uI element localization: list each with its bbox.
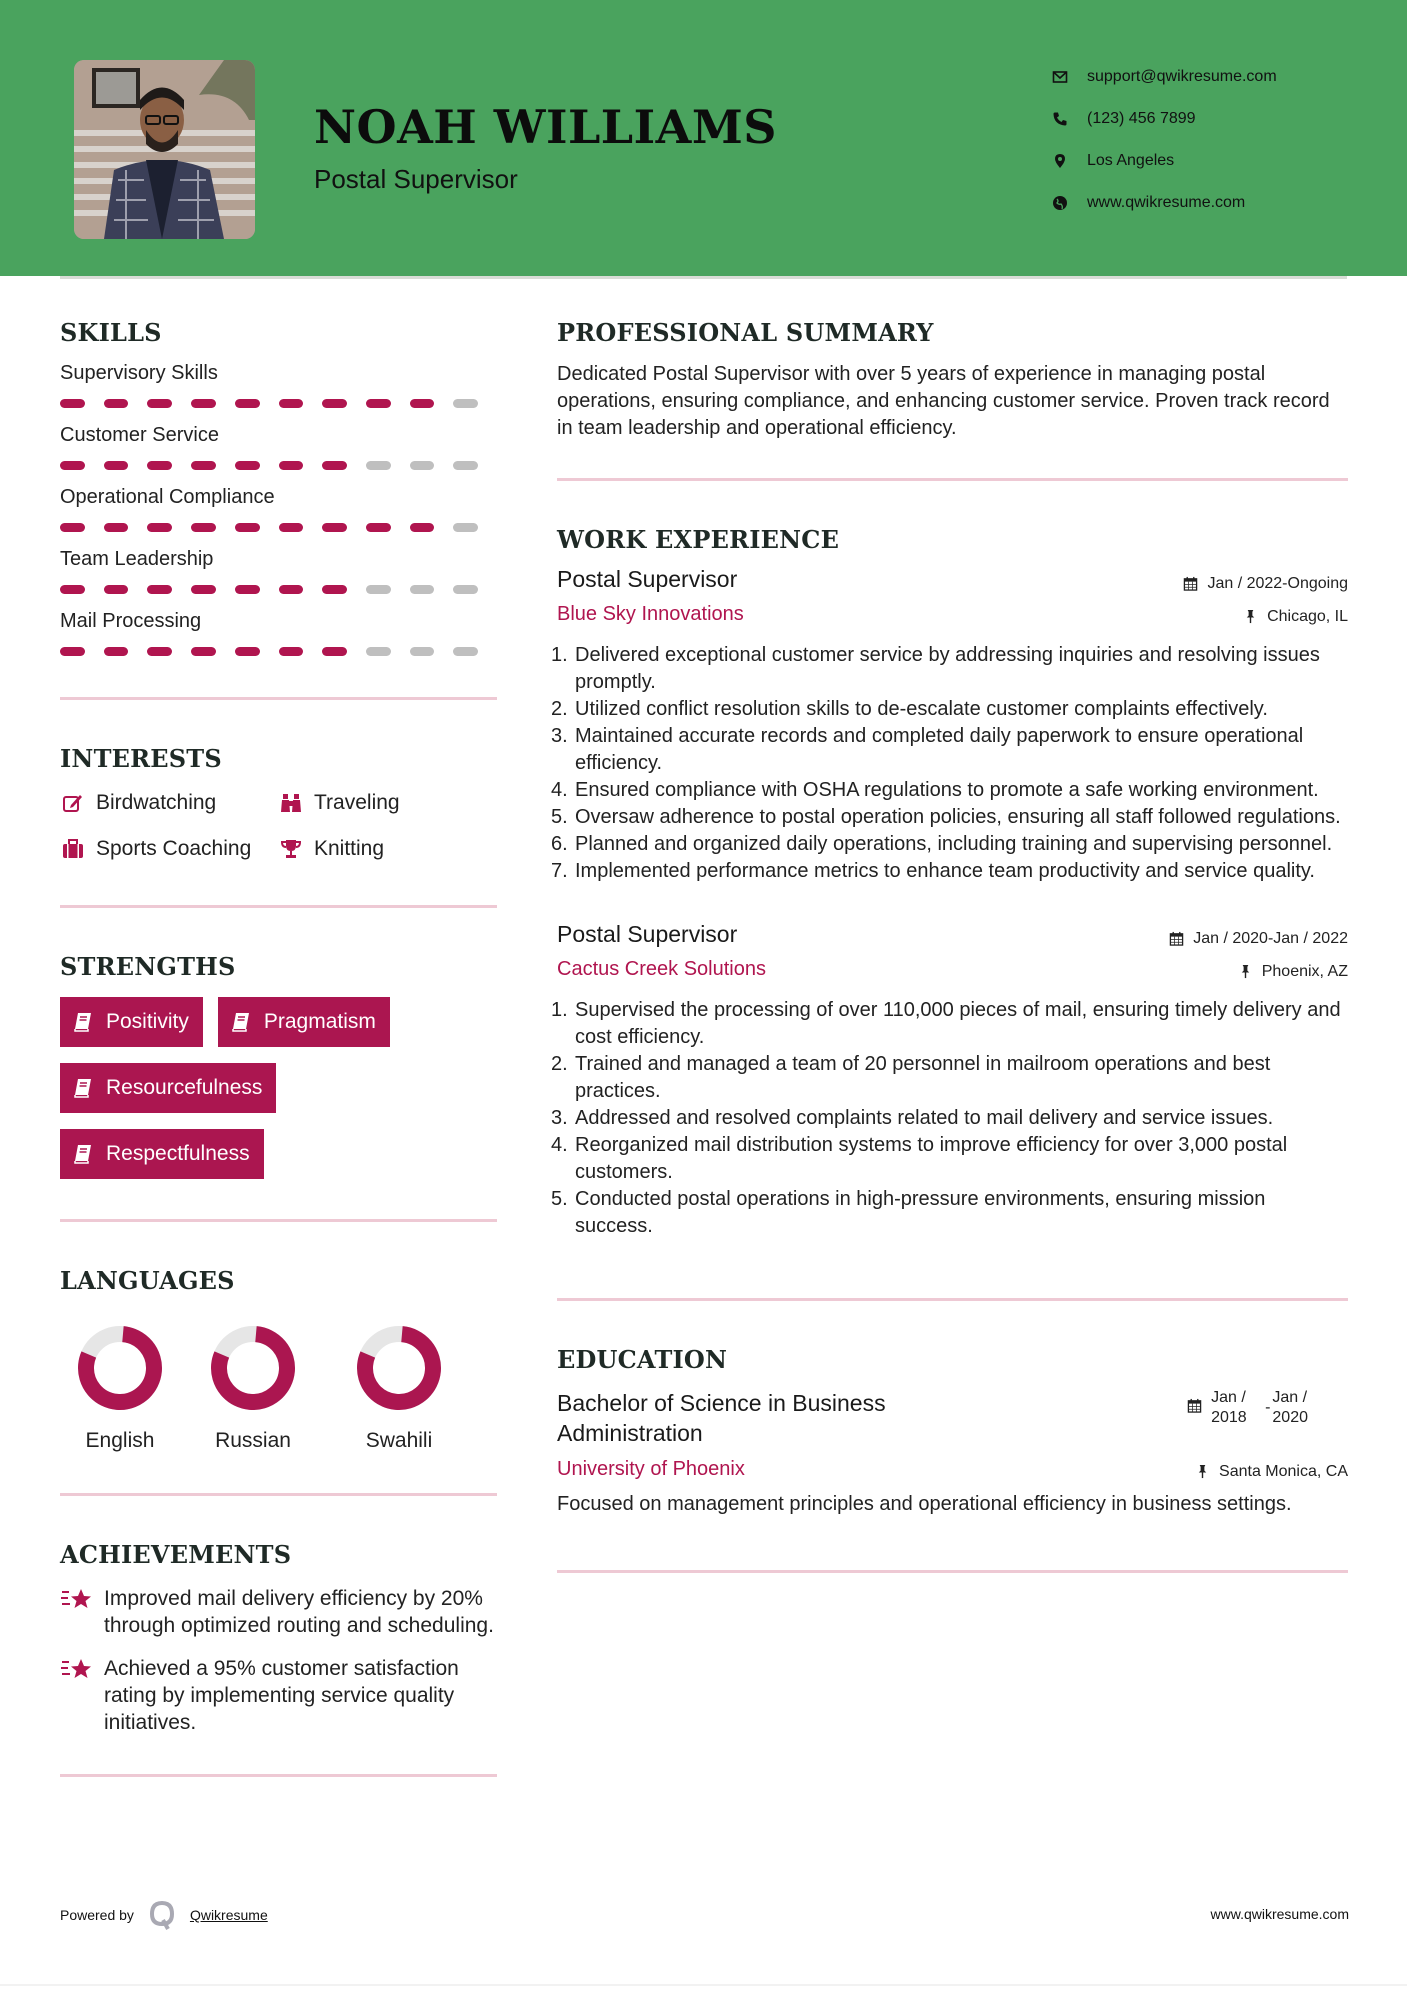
job-subheader [557,958,1348,981]
rating-dot-empty [366,647,391,656]
degree-title: Bachelor of Science in Business Administration [557,1390,886,1446]
rating-dot-filled [191,585,216,594]
rating-dot-filled [104,399,129,408]
rating-dot-filled [366,399,391,408]
contact-phone-text: (123) 456 7899 [1087,110,1196,127]
skill-name: Mail Processing [60,610,202,632]
summary-section [557,318,1348,442]
book-icon [72,1011,94,1033]
rating-dot-filled [60,523,85,532]
rating-dot-filled [279,523,304,532]
rating-dot-empty [453,523,478,532]
rating-dot-filled [60,461,85,470]
language-proficiency-donut [356,1325,442,1411]
header-divider [60,276,1347,279]
contact-email-text: support@qwikresume.com [1087,68,1277,85]
suitcase-icon [60,837,86,861]
rating-dot-filled [104,647,129,656]
book-icon [230,1011,252,1033]
pushpin-icon [1238,964,1254,980]
education-location-text: Santa Monica, CA [1219,1463,1348,1480]
interest-label: Knitting [314,837,385,860]
job-location: Phoenix, AZ [1238,963,1348,981]
summary-title: PROFESSIONAL SUMMARY [557,318,934,347]
job-bullets [551,642,1348,885]
strength-label: Respectfulness [106,1142,250,1165]
job-header [557,566,1348,593]
achievement-text: Improved mail delivery efficiency by 20% through optimized routing and scheduling. [104,1587,494,1637]
profile-photo [74,60,255,239]
job-bullet: 3. Addressed and resolved complaints related to mail delivery and service issues. [551,1107,1274,1129]
experience-title: WORK EXPERIENCE [557,525,840,554]
rating-dot-filled [60,585,85,594]
section-divider [60,1219,497,1222]
skill-item [60,609,497,657]
rating-dot-filled [191,399,216,408]
envelope-icon [1050,67,1070,87]
calendar-icon [1169,931,1185,947]
rating-dot-filled [60,399,85,408]
language-item [326,1325,472,1453]
rating-dot-filled [147,585,172,594]
rating-dot-filled [279,399,304,408]
job-bullet: 6. Planned and organized daily operations, including training and supervising personnel. [551,833,1333,855]
page-bottom-rule [0,1984,1407,1986]
interest-label: Sports Coaching [96,837,252,860]
skill-item [60,547,497,595]
pushpin-icon [1195,1464,1211,1480]
rating-dot-filled [60,647,85,656]
interest-item [60,833,278,865]
achievements-section [60,1540,497,1736]
education-start [1211,1388,1265,1428]
powered-by-label: Powered by [60,1907,134,1923]
qwikresume-logo-icon [148,1900,176,1930]
job-subheader [557,603,1348,626]
rating-dot-filled [104,523,129,532]
rating-dot-filled [410,399,435,408]
rating-dot-filled [191,461,216,470]
rating-dot-filled [322,647,347,656]
strength-tag [218,997,390,1047]
skill-name: Operational Compliance [60,486,275,508]
footer-website[interactable]: www.qwikresume.com [1210,1906,1349,1922]
rating-dot-empty [366,585,391,594]
language-item [60,1325,180,1453]
achievements-title: ACHIEVEMENTS [60,1540,292,1569]
end-year: 2020 [1272,1409,1308,1426]
rating-dot-filled [279,647,304,656]
rating-dot-filled [235,399,260,408]
education-title: EDUCATION [557,1345,728,1374]
contact-list [1050,56,1277,224]
job-bullet: 1. Delivered exceptional customer service by addressing inquiries and resolving issues promptly. [551,644,1320,693]
rating-dot-empty [410,461,435,470]
rating-dot-empty [453,647,478,656]
achievement-text: Achieved a 95% customer satisfaction rating by implementing service quality initiatives. [104,1657,459,1734]
skill-item [60,423,497,471]
candidate-name: NOAH WILLIAMS [314,100,777,154]
education-dates [1187,1388,1308,1428]
interests-section [60,744,497,865]
shooting-star-icon [60,1655,94,1683]
skill-name: Customer Service [60,424,219,446]
languages-title: LANGUAGES [60,1266,235,1295]
footer-powered-by [60,1900,268,1930]
edit-icon [60,791,86,815]
calendar-icon [1187,1398,1203,1414]
section-divider [557,1298,1348,1301]
achievement-item [60,1585,497,1639]
rating-dot-filled [191,647,216,656]
right-column [551,318,1348,1573]
rating-dot-filled [104,461,129,470]
company-name: Blue Sky Innovations [557,603,744,625]
strength-label: Positivity [106,1010,189,1033]
job-bullets [551,997,1348,1240]
job-bullet: 2. Utilized conflict resolution skills to de-escalate customer complaints effectively. [551,698,1268,720]
rating-dot-filled [147,647,172,656]
languages-list [60,1325,497,1453]
rating-dot-empty [410,647,435,656]
job-title: Postal Supervisor [557,921,738,947]
skills-section [60,318,497,657]
skill-name: Supervisory Skills [60,362,218,384]
company-name: Cactus Creek Solutions [557,958,766,980]
job-bullet: 3. Maintained accurate records and completed daily paperwork to ensure operational efficiency. [551,725,1304,774]
summary-text: Dedicated Postal Supervisor with over 5 years of experience in managing postal operations, ensuring compliance, and enhancing customer service. Proven track record in team leadership and operational efficiency. [557,363,1330,439]
education-description: Focused on management principles and operational efficiency in business settings. [557,1493,1292,1515]
job-bullet: 5. Oversaw adherence to postal operation policies, ensuring all staff followed regulations. [551,806,1341,828]
education-section [557,1345,1348,1518]
rating-dot-filled [104,585,129,594]
strengths-section [60,952,497,1195]
strength-tag [60,997,203,1047]
contact-phone[interactable] [1050,98,1277,140]
section-divider [60,1774,497,1777]
globe-icon [1050,193,1070,213]
interest-item [278,833,478,865]
resume-header [0,0,1407,276]
education-subheader [557,1458,1348,1481]
contact-location-text: Los Angeles [1087,152,1175,169]
section-divider [60,697,497,700]
rating-dot-filled [147,399,172,408]
contact-website[interactable] [1050,182,1277,224]
section-divider [557,1570,1348,1573]
interest-label: Birdwatching [96,791,217,814]
map-marker-icon [1050,151,1070,171]
start-year: 2018 [1211,1409,1247,1426]
contact-website-text: www.qwikresume.com [1087,194,1246,211]
skill-rating [60,399,497,409]
rating-dot-filled [322,461,347,470]
rating-dot-filled [410,523,435,532]
language-proficiency-donut [210,1325,296,1411]
date-separator: - [1265,1399,1271,1416]
trophy-icon [278,837,304,861]
skill-name: Team Leadership [60,548,214,570]
job-bullet: 7. Implemented performance metrics to enhance team productivity and service quality. [551,860,1315,882]
language-name: Russian [215,1429,291,1452]
binoculars-icon [278,791,304,815]
language-name: English [85,1429,155,1452]
job-bullet: 1. Supervised the processing of over 110,000 pieces of mail, ensuring timely delivery and cost efficiency. [551,999,1341,1048]
interests-title: INTERESTS [60,744,222,773]
job-location: Chicago, IL [1243,608,1348,626]
job-dates: Jan / 2022-Ongoing [1183,575,1348,593]
strength-tag [60,1129,264,1179]
rating-dot-filled [235,461,260,470]
shooting-star-icon [60,1585,94,1613]
job-dates: Jan / 2020-Jan / 2022 [1169,930,1348,948]
job-header [557,921,1348,948]
end-month: Jan / [1272,1389,1308,1406]
job-bullet: 4. Reorganized mail distribution systems to improve efficiency for over 3,000 postal customers. [551,1134,1288,1183]
section-divider [60,1493,497,1496]
skill-rating [60,523,497,533]
section-divider [60,905,497,908]
language-proficiency-donut [77,1325,163,1411]
pushpin-icon [1243,609,1259,625]
job-bullet: 4. Ensured compliance with OSHA regulations to promote a safe working environment. [551,779,1319,801]
rating-dot-empty [453,461,478,470]
interest-label: Traveling [314,791,400,814]
rating-dot-empty [410,585,435,594]
education-header [557,1388,1348,1448]
rating-dot-filled [147,461,172,470]
education-end [1272,1388,1308,1428]
skill-item [60,361,497,409]
interest-item [60,787,278,819]
school-name: University of Phoenix [557,1458,745,1480]
job-bullet: 2. Trained and managed a team of 20 personnel in mailroom operations and best practices. [551,1053,1271,1102]
phone-icon [1050,109,1070,129]
strength-label: Resourcefulness [106,1076,263,1099]
rating-dot-filled [235,585,260,594]
strength-tag [60,1063,276,1113]
rating-dot-filled [279,461,304,470]
language-item [180,1325,326,1453]
experience-section [551,525,1348,1240]
rating-dot-filled [322,523,347,532]
language-name: Swahili [365,1429,433,1452]
education-location [1195,1463,1348,1481]
contact-location [1050,140,1277,182]
job-entry [551,921,1348,1240]
languages-section [60,1266,497,1453]
rating-dot-filled [191,523,216,532]
job-title: Postal Supervisor [557,566,738,592]
book-icon [72,1143,94,1165]
rating-dot-filled [322,585,347,594]
job-entry [551,566,1348,885]
rating-dot-filled [235,523,260,532]
skills-title: SKILLS [60,318,162,347]
interests-list [60,787,497,865]
strength-label: Pragmatism [263,1010,376,1033]
candidate-role: Postal Supervisor [314,164,518,194]
book-icon [72,1077,94,1099]
rating-dot-filled [147,523,172,532]
calendar-icon [1183,576,1199,592]
start-month: Jan / [1211,1389,1246,1406]
skill-rating [60,585,497,595]
contact-email[interactable] [1050,56,1277,98]
qwikresume-link[interactable]: Qwikresume [189,1907,268,1923]
skill-rating [60,647,497,657]
skill-item [60,485,497,533]
job-bullet: 5. Conducted postal operations in high-pressure environments, ensuring mission success. [551,1188,1266,1237]
achievement-item [60,1655,497,1736]
rating-dot-empty [453,399,478,408]
strengths-title: STRENGTHS [60,952,236,981]
rating-dot-empty [366,461,391,470]
skill-rating [60,461,497,471]
left-column [60,318,497,1777]
interest-item [278,787,478,819]
rating-dot-filled [279,585,304,594]
rating-dot-filled [235,647,260,656]
rating-dot-empty [453,585,478,594]
section-divider [557,478,1348,481]
strengths-list [60,997,497,1195]
rating-dot-filled [366,523,391,532]
rating-dot-filled [322,399,347,408]
